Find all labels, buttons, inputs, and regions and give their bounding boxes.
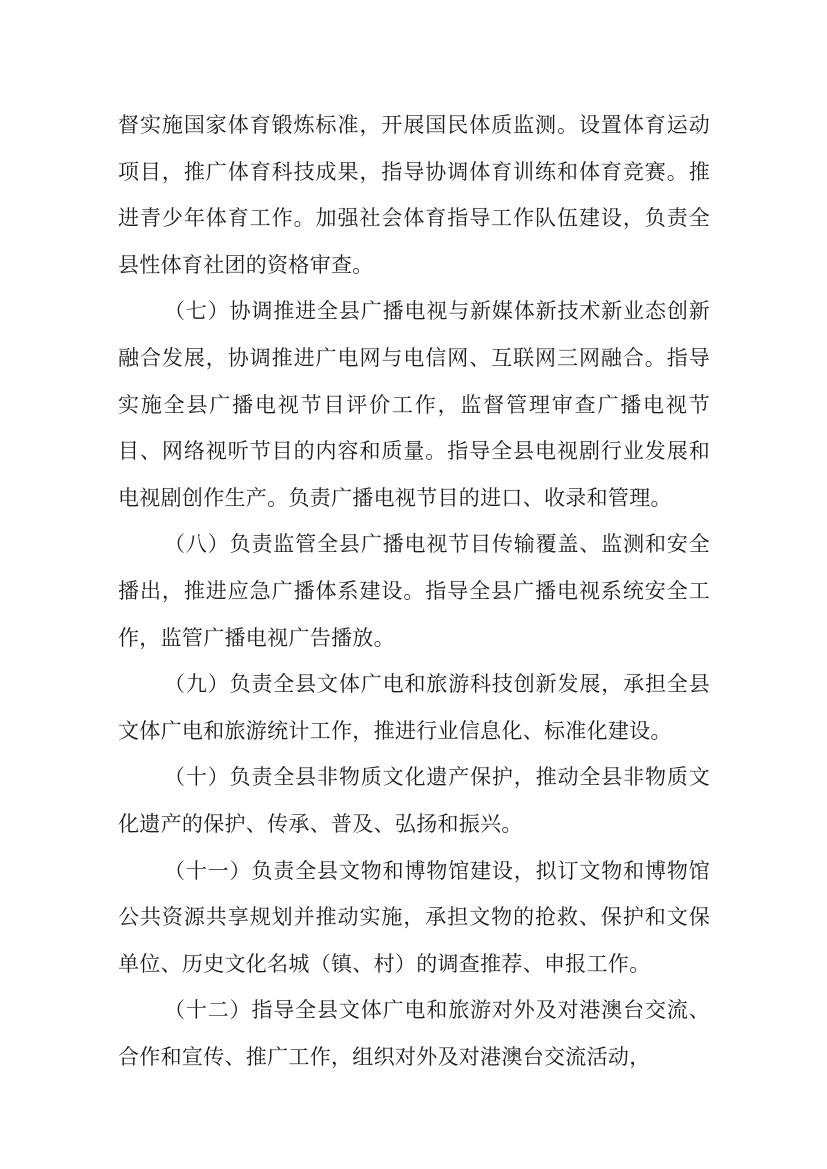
paragraph-item-10: （十）负责全县非物质文化遗产保护，推动全县非物质文化遗产的保护、传承、普及、弘扬和振兴。 [118,765,710,836]
paragraph-item-12: （十二）指导全县文体广电和旅游对外及对港澳台交流、合作和宣传、推广工作，组织对外及对港澳台交流活动， [118,998,710,1069]
paragraph-item-8: （八）负责监管全县广播电视节目传输覆盖、监测和安全播出，推进应急广播体系建设。指导全县广播电视系统安全工作，监管广播电视广告播放。 [118,532,710,650]
paragraph-item-7: （七）协调推进全县广播电视与新媒体新技术新业态创新融合发展，协调推进广电网与电信网、互联网三网融合。指导实施全县广播电视节目评价工作，监督管理审查广播电视节目、网络视听节目的内容和质量。指导全县电视剧行业发展和电视剧创作生产。负责广播电视节目的进口、收录和管理。 [118,299,710,510]
document-body [118,102,710,1080]
paragraph-item-9: （九）负责全县文体广电和旅游科技创新发展，承担全县文体广电和旅游统计工作，推进行业信息化、标准化建设。 [118,672,710,743]
paragraph-item-11: （十一）负责全县文物和博物馆建设，拟订文物和博物馆公共资源共享规划并推动实施，承担文物的抢救、保护和文保单位、历史文化名城（镇、村）的调查推荐、申报工作。 [118,858,710,976]
paragraph-continuation: 督实施国家体育锻炼标准，开展国民体质监测。设置体育运动项目，推广体育科技成果，指导协调体育训练和体育竞赛。推进青少年体育工作。加强社会体育指导工作队伍建设，负责全县性体育社团的资格审查。 [118,113,710,277]
